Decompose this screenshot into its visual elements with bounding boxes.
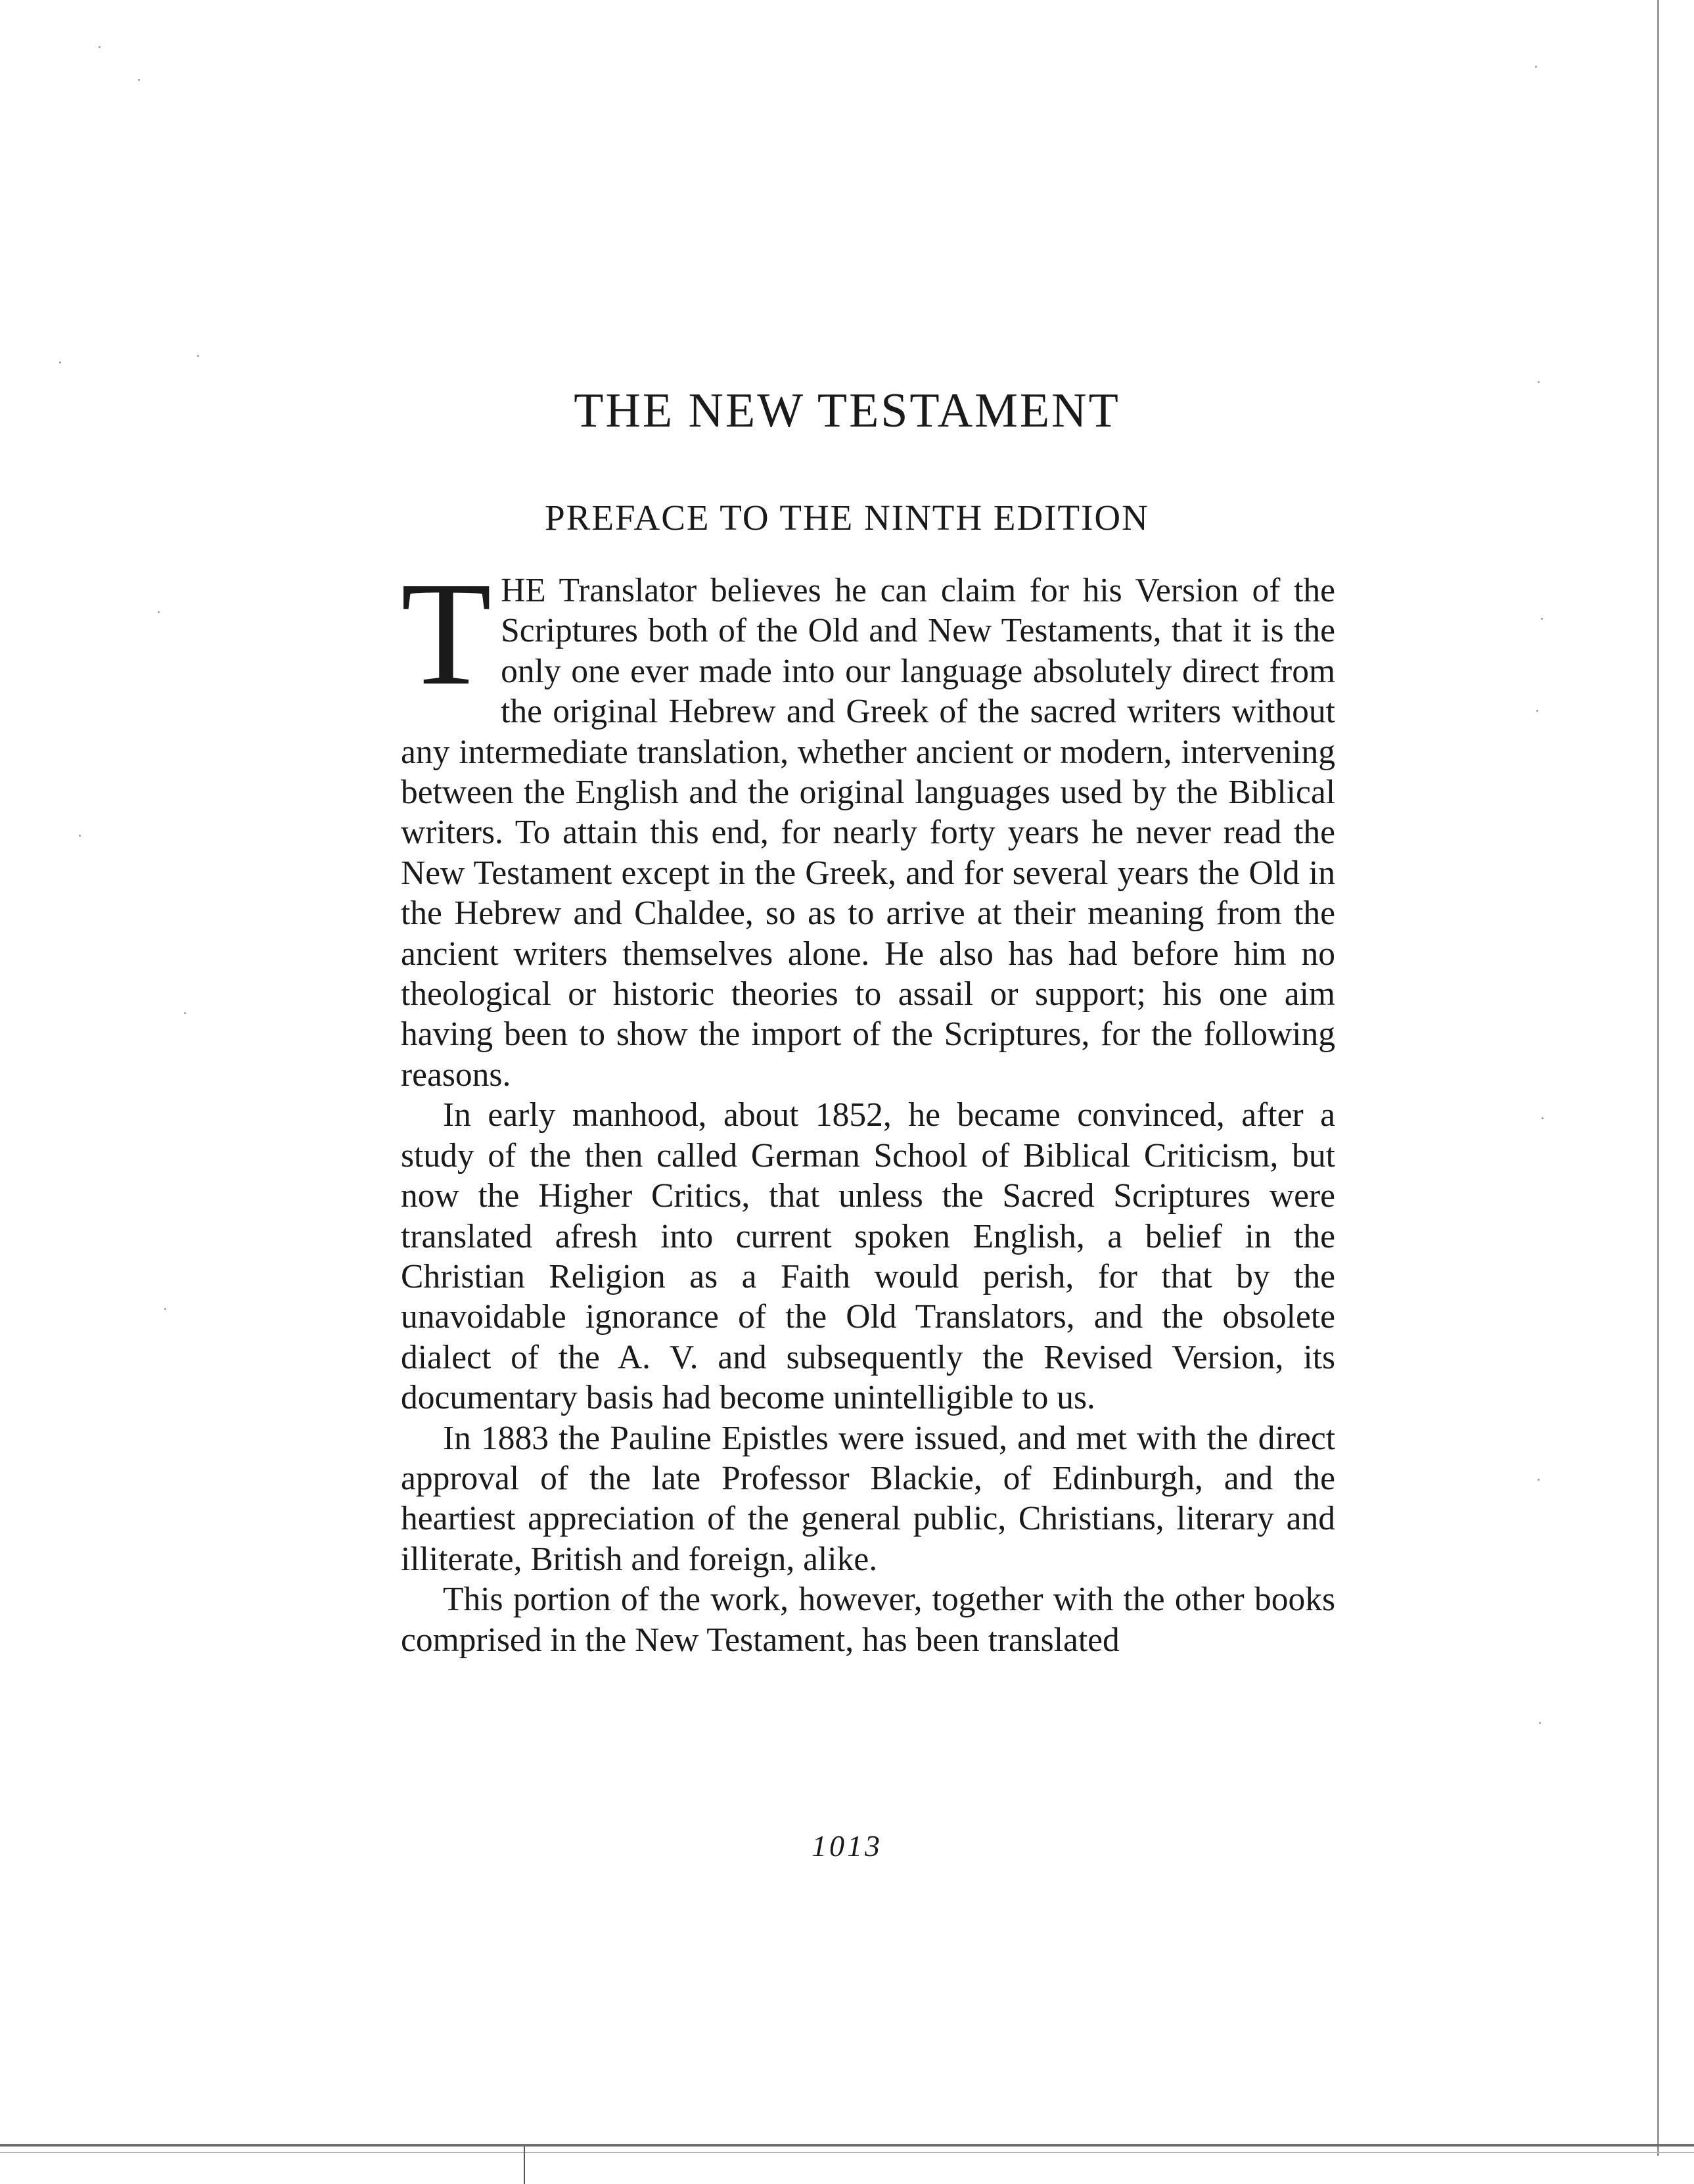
- scan-speck: [1539, 1722, 1541, 1724]
- scan-speck: [79, 835, 81, 837]
- page-edge-bottom: [0, 2144, 1694, 2147]
- scan-speck: [138, 79, 140, 81]
- drop-cap: T: [401, 551, 492, 716]
- scan-speck: [1538, 1479, 1540, 1481]
- paragraph-2: In early manhood, about 1852, he became convinced, after a study of the then called German School of Biblical Criticism, but now the Higher Critics, that unless the Sacred Scriptures were translated afresh into current spoken English, a belief in the Christian Religion as a Faith would perish, for that by the unavoidable ignorance of the Old Translators, and the obsolete dialect of the A. V. and subsequently the Revised Version, its documentary basis had become unintelligible to us.: [401, 1096, 1335, 1417]
- paragraph-3: In 1883 the Pauline Epistles were issued, and met with the direct approval of the late Professor Blackie, of Edinburgh, and the heartiest appreciation of the general public, Christians, literary and illiterate, British and foreign, alike.: [401, 1419, 1335, 1578]
- paragraph-1: [401, 551, 1335, 1095]
- preface-body: [401, 551, 1335, 1660]
- scan-speck: [1542, 1117, 1544, 1119]
- page-title: THE NEW TESTAMENT: [574, 384, 1120, 438]
- paragraph-1-text: HE Translator believes he can claim for his Version of the Scriptures both of the Old and New Testaments, that it is the only one ever made into our language absolutely direct from the original Hebrew and Greek of the sacred writers without any intermediate translation, whether ancient or modern, intervening between the English and the original languages used by the Biblical writers. To attain this end, for nearly forty years he never read the New Testament except in the Greek, and for several years the Old in the Hebrew and Chaldee, so as to arrive at their meaning from the ancient writers themselves alone. He also has had before him no theological or historic theories to assail or support; his one aim having been to show the import of the Scriptures, for the following reasons.: [401, 572, 1335, 1094]
- scan-speck: [59, 361, 61, 363]
- scan-speck: [1535, 66, 1537, 68]
- page-number: 1013: [812, 1829, 882, 1863]
- gutter-mark: [524, 2147, 525, 2184]
- scan-speck: [1541, 618, 1543, 620]
- scan-speck: [1536, 710, 1538, 712]
- scan-speck: [164, 1308, 166, 1310]
- page-edge-bottom-shadow: [0, 2152, 1694, 2153]
- scan-speck: [158, 611, 160, 613]
- paragraph-4: This portion of the work, however, together with the other books comprised in the New Testament, has been translated: [401, 1581, 1335, 1659]
- section-subtitle: PREFACE TO THE NINTH EDITION: [545, 498, 1149, 538]
- scan-speck: [184, 1012, 186, 1014]
- scan-speck: [99, 46, 101, 48]
- scan-speck: [197, 355, 199, 357]
- scan-speck: [1538, 381, 1540, 383]
